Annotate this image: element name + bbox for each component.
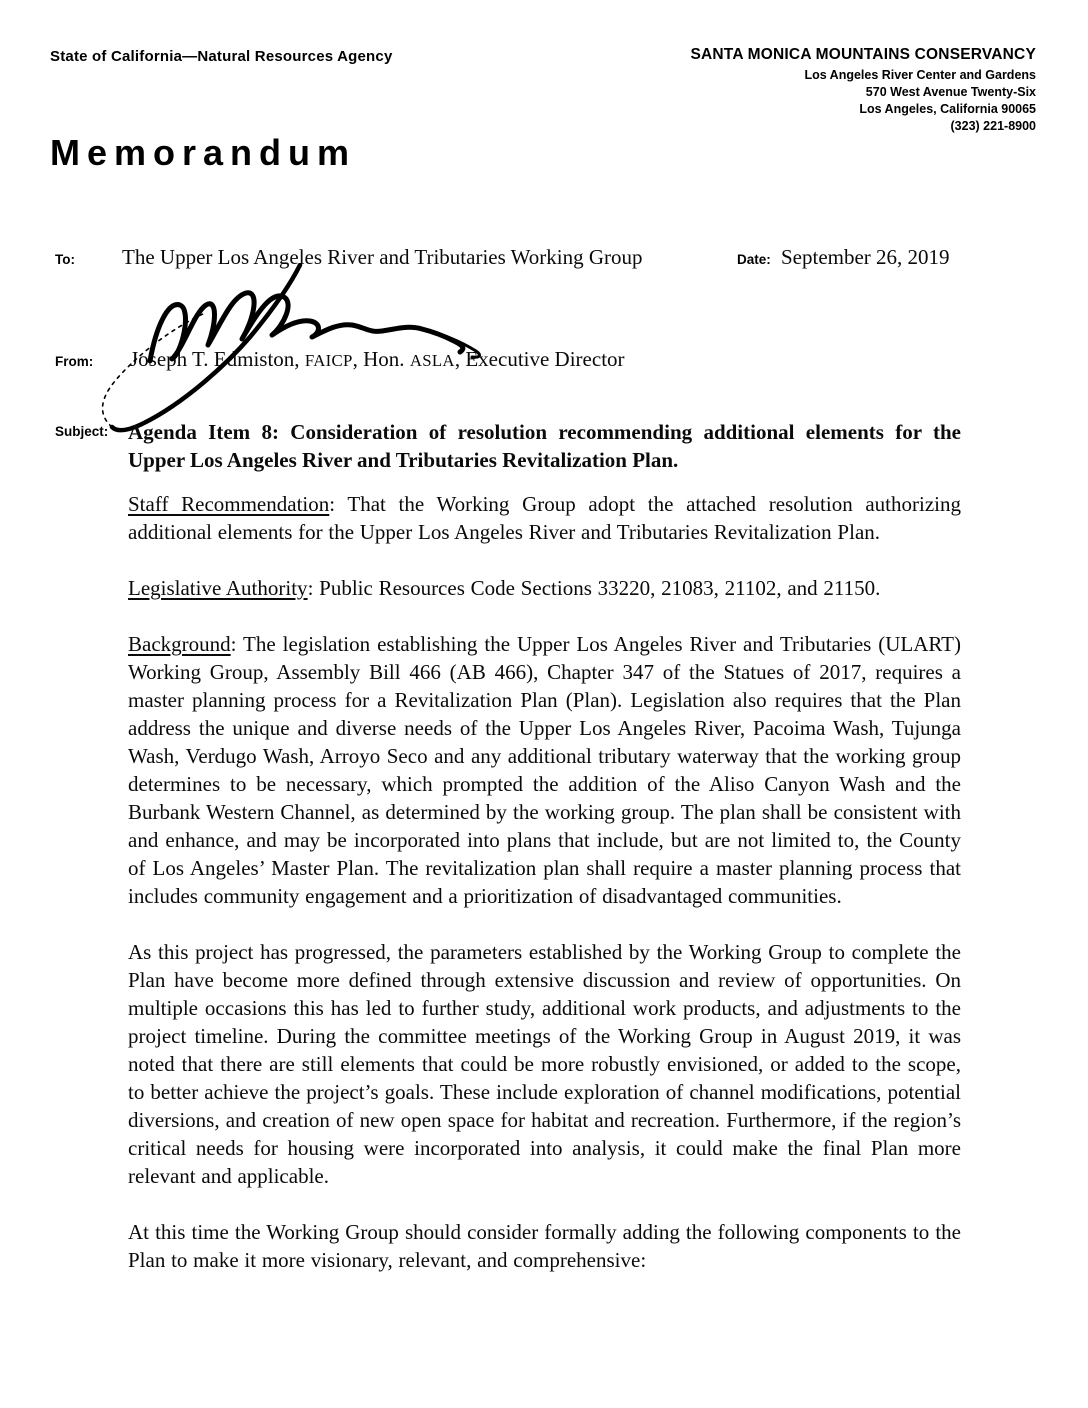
date-label: Date: (737, 252, 771, 267)
memo-body (128, 490, 961, 1302)
staff-recommendation-text: : That the Working Group adopt the attached resolution authorizing additional elements for the Upper Los Angeles River and Tributaries Revitalization Plan. (128, 492, 961, 544)
organization-name: SANTA MONICA MOUNTAINS CONSERVANCY (690, 46, 1036, 63)
to-label: To: (55, 252, 75, 267)
subject-value: Agenda Item 8: Consideration of resolution recommending additional elements for the Upper Los Angeles River and Tributaries Revitalization Plan. (128, 420, 961, 472)
from-credential: FAICP (304, 351, 353, 370)
from-mid: , Hon. (352, 347, 410, 371)
address-line: Los Angeles River Center and Gardens (804, 68, 1036, 82)
legislative-authority-heading: Legislative Authority (128, 576, 308, 600)
staff-recommendation-paragraph (128, 490, 961, 546)
date-value: September 26, 2019 (781, 245, 950, 269)
letterhead (690, 46, 1036, 135)
subject-label: Subject: (55, 424, 109, 439)
closing-paragraph: At this time the Working Group should consider formally adding the following components to the Plan to make it more visionary, relevant, and comprehensive: (128, 1220, 961, 1272)
address-line: 570 West Avenue Twenty-Six (865, 85, 1036, 99)
agency-line: State of California—Natural Resources Agency (50, 48, 393, 65)
from-name: Joseph T. Edmiston, (130, 347, 305, 371)
background-text: : The legislation establishing the Upper Los Angeles River and Tributaries (ULART) Working Group, Assembly Bill 466 (AB 466), Chapter 347 of the Statues of 2017, requires a master planning process for a Revitalization Plan (Plan). Legislation also requires that the Plan address the unique and diverse needs of the Upper Los Angeles River, Pacoima Wash, Tujunga Wash, Verdugo Wash, Arroyo Seco and any additional tributary waterway that the working group determines to be necessary, which prompted the addition of the Aliso Canyon Wash and the Burbank Western Channel, as determined by the working group. The plan shall be consistent with and enhance, and may be incorporated into plans that include, but are not limited to, the County of Los Angeles’ Master Plan. The revitalization plan shall require a master planning process that includes community engagement and a prioritization of disadvantaged communities. (128, 632, 961, 908)
from-label: From: (55, 354, 94, 369)
legislative-authority-paragraph (128, 574, 961, 602)
staff-recommendation-heading: Staff Recommendation (128, 492, 330, 516)
from-value (130, 347, 625, 372)
background-heading: Background (128, 632, 231, 656)
progress-paragraph: As this project has progressed, the parameters established by the Working Group to complete the Plan have become more defined through extensive discussion and review of opportunities. On multiple occasions this has led to further study, additional work products, and adjustments to the project timeline. During the committee meetings of the Working Group in August 2019, it was noted that there are still elements that could be more robustly envisioned, or added to the scope, to better achieve the project’s goals. These include exploration of channel modifications, potential diversions, and creation of new open space for habitat and recreation. Furthermore, if the region’s critical needs for housing were incorporated into analysis, it could make the final Plan more relevant and applicable. (128, 940, 961, 1188)
phone-number: (323) 221-8900 (950, 119, 1036, 133)
to-value: The Upper Los Angeles River and Tributaries Working Group (122, 245, 643, 269)
legislative-authority-text: : Public Resources Code Sections 33220, 21083, 21102, and 21150. (307, 576, 881, 600)
address-line: Los Angeles, California 90065 (859, 102, 1036, 116)
from-title: , Executive Director (454, 347, 625, 371)
memo-title: Memorandum (50, 132, 357, 173)
from-credential: ASLA (409, 351, 455, 370)
background-paragraph (128, 630, 961, 910)
